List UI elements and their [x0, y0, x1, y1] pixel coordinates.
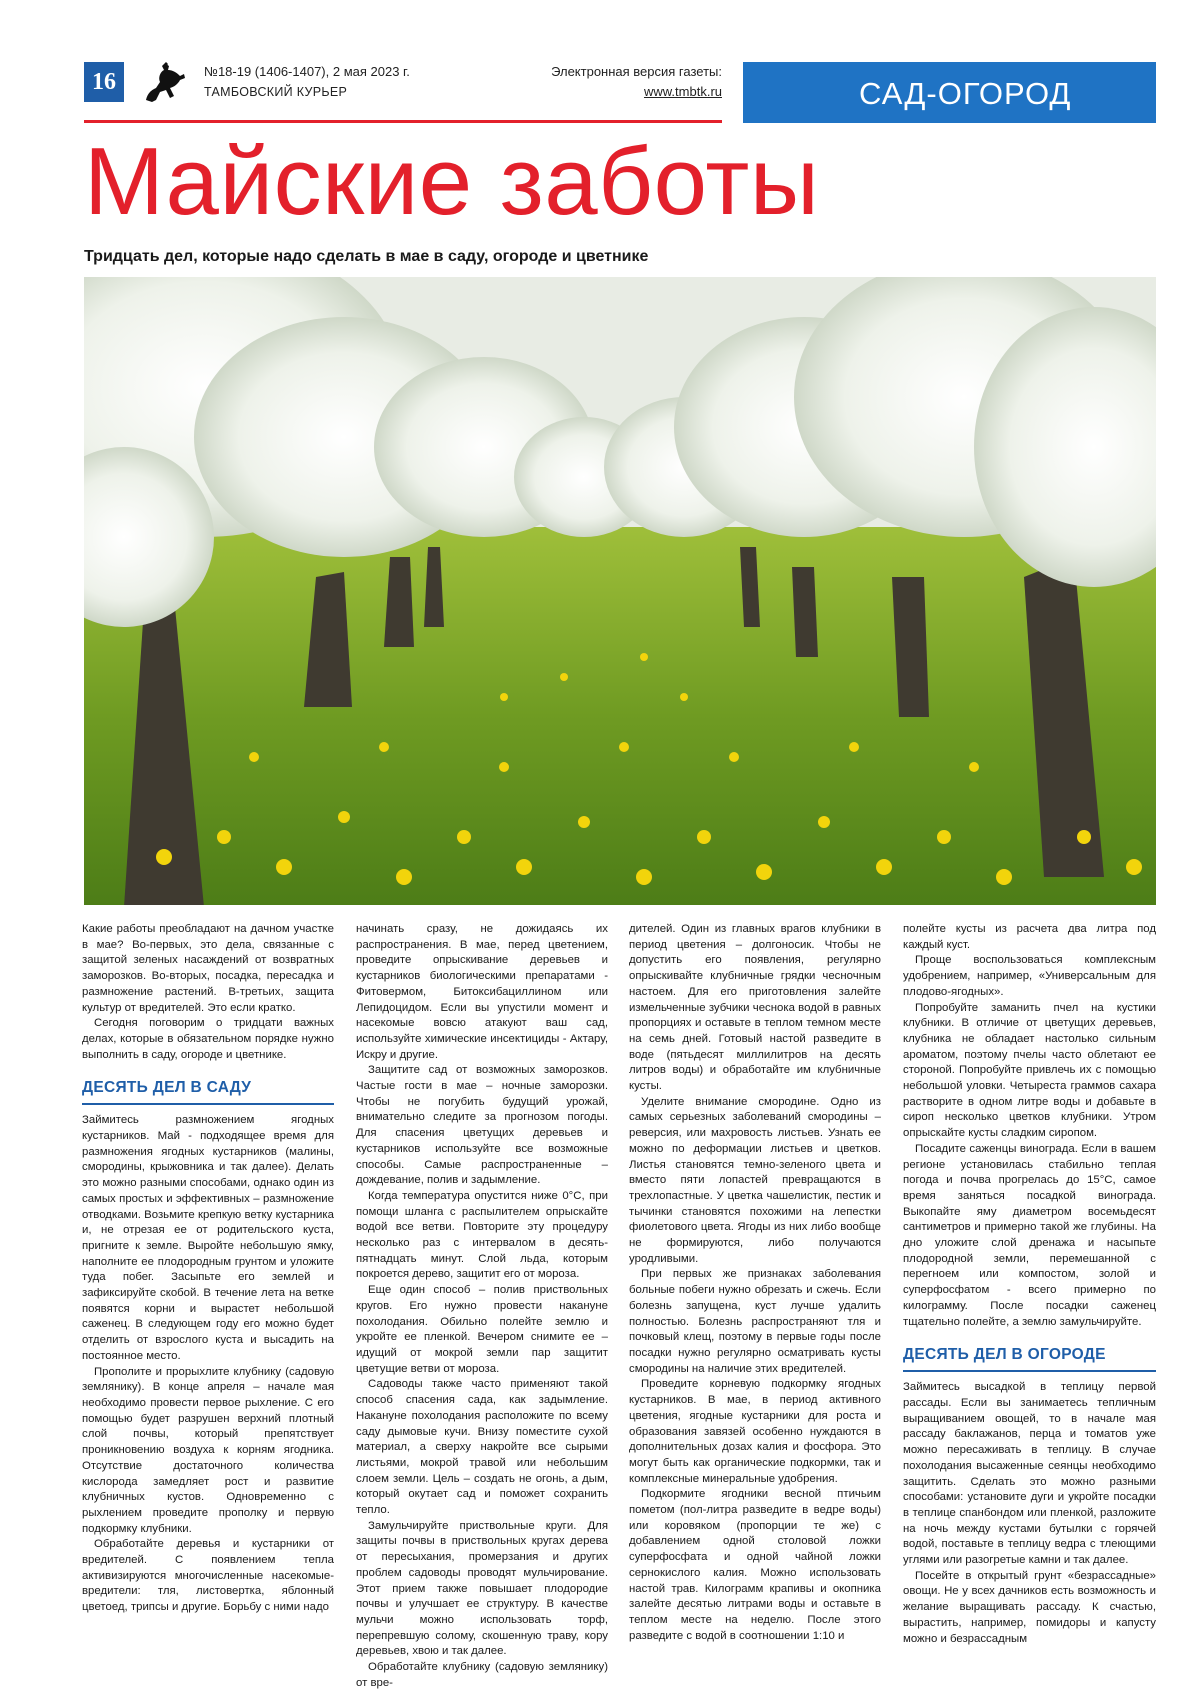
page-number: 16 — [84, 62, 124, 102]
paragraph: Уделите внимание смородине. Одно из самых серьезных заболеваний смородины – реверсия, или махровость листьев. Узнать ее можно по деформации листьев и цветков. Листья становятся темно-зеленого цвета и вместо пяти лопастей превращаются в трехлопастные. У цветка чашелистик, пестик и тычинки становятся похожими на лепестки фиолетового цвета. Ягоды из них либо вообще не формируются, либо получаются уродливыми. — [629, 1095, 881, 1265]
electronic-version-label: Электронная версия газеты: — [551, 64, 722, 79]
orchard-photo — [84, 277, 1156, 905]
paragraph: Садоводы также часто применяют такой способ спасения сада, как задымление. Накануне похолодания расположите по всему саду дымовые кучи. Внизу поместите сухой материал, а сверху накройте все сырыми листьями, мокрой травой или небольшим слоем земли. Цель – создать не огонь, а дым, который окутает сад и поможет сохранить тепло. — [356, 1378, 608, 1517]
horse-rider-logo-icon — [140, 60, 188, 106]
paragraph: Займитесь размножением ягодных кустарников. Май - подходящее время для размножения ягодных кустарников (малины, смородины, крыжовника и так далее). Делать это можно разными способами, однако один из самых простых и эффективных – размножение отводками. Возьмите крепкую ветку кустарника и, не отрезая ее от родительского куста, пригните к земле. Выройте небольшую ямку, наполните ее плодородным грунтом и уложите туда побег. Засыпьте его землей и зафиксируйте скобой. В течение лета на ветке появятся корни и вырастет небольшой саженец. В следующем году его можно будет отделить от взрослого куста и высадить на постоянное место. — [82, 1114, 334, 1362]
paragraph: Подкормите ягодники весной птичьим пометом (пол-литра разведите в ведре воды) или коровяком (пропорции те же) с добавлением одной столовой ложки суперфосфата и одной чайной ложки сернокислого калия. Можно использовать настой трав. Килограмм крапивы и окопника залейте десятью литрами воды и оставьте в теплом месте на неделю. После этого разведите с водой в соотношении 1:10 и — [629, 1488, 881, 1642]
electronic-version — [551, 62, 722, 102]
paragraph: Обработайте деревья и кустарники от вредителей. С появлением тепла активизируются многочисленные насекомые-вредители: тля, листовертка, яблонный цветоед, трипсы и другие. Борьбу с ними надо — [82, 1538, 334, 1614]
paragraph: начинать сразу, не дожидаясь их распространения. В мае, перед цветением, проведите опрыскивание деревьев и кустарников биологическими препаратами - Фитовермом, Битоксибациллином или Лепидоцидом. Если вы упустили момент и насекомые вовсю атакуют ваш сад, используйте химические инсектициды - Актару, Искру и другие. — [356, 923, 608, 1061]
issue-info — [204, 62, 410, 102]
section-label — [743, 62, 1156, 123]
issue-number-date: №18-19 (1406-1407), 2 мая 2023 г. — [204, 64, 410, 79]
article-subtitle: Тридцать дел, которые надо сделать в мае в саду, огороде и цветнике — [84, 248, 649, 265]
paragraph: Когда температура опустится ниже 0°C, при помощи шланга с распылителем опрыскайте водой все ветви. Повторите эту процедуру несколько раз с интервалом в десять-пятнадцать минут. Слой льда, которым покроется дерево, защитит его от мороза. — [356, 1189, 608, 1281]
paragraph: дителей. Один из главных врагов клубники в период цветения – долгоносик. Чтобы не допустить его появления, регулярно опрыскивайте клубничные грядки чесночным настоем. Для его приготовления залейте измельченные зубчики чеснока водой в равных пропорциях и оставьте в теплом темном месте на семь дней. Готовый настой разведите в воде (пятьдесят миллилитров на десять литров воды) и обработайте им клубничные кусты. — [629, 923, 881, 1093]
section-heading-garden: ДЕСЯТЬ ДЕЛ В САДУ — [82, 1077, 334, 1105]
article-column-1 — [82, 922, 334, 1616]
article-column-2 — [356, 922, 608, 1691]
paragraph: Займитесь высадкой в теплицу первой рассады. Если вы занимаетесь тепличным выращиванием овощей, то в начале мая рассаду баклажанов, перца и томатов уже можно пересаживать в теплицу. В случае похолодания высаженные сеянцы необходимо защитить. Сделать это можно разными способами: установите дуги и укройте посадки в теплице спанбондом или пленкой, разложите на ночь между кустами бутылки с горячей водой, поставьте в теплицу ведра с тлеющими углями или разогретые камни и так далее. — [903, 1381, 1156, 1567]
paragraph: При первых же признаках заболевания больные побеги нужно обрезать и сжечь. Если болезнь запущена, куст лучше удалить полностью. Болезнь распространяют тля и почковый клещ, поэтому в первые годы после посадки нужно регулярно осматривать кусты смородины на наличие этих вредителей. — [629, 1268, 881, 1375]
paragraph: Проще воспользоваться комплексным удобрением, например, «Универсальным для плодово-ягодных». — [903, 954, 1156, 998]
paper-name: ТАМБОВСКИЙ КУРЬЕР — [204, 85, 348, 99]
article-title: Майские заботы — [84, 128, 820, 235]
paragraph: полейте кусты из расчета два литра под каждый куст. — [903, 923, 1156, 951]
paragraph: Обработайте клубнику (садовую землянику) от вре- — [356, 1661, 608, 1689]
paragraph: Посадите саженцы винограда. Если в вашем регионе установилась стабильно теплая погода и почва прогрелась до 15°C, самое время заняться посадкой винограда. Выкопайте яму диаметром восемьдесят сантиметров и примерно такой же глубины. На дно уложите слой дренажа и насыпьте плодородной земли, перемешанной с перегноем или компостом, золой и суперфосфатом - всего примерно по килограмму. После посадки саженец тщательно полейте, а землю замульчируйте. — [903, 1142, 1156, 1328]
section-label-text: САД-ОГОРОД — [859, 76, 1072, 111]
paragraph: Какие работы преобладают на дачном участке в мае? Во-первых, это дела, связанные с защитой зеленых насаждений от возвратных заморозков. Во-вторых, посадка, пересадка и размножение растений. В-третьих, защита культур от вредителей. Это если кратко. — [82, 923, 334, 1014]
section-heading-vegetable-garden: ДЕСЯТЬ ДЕЛ В ОГОРОДЕ — [903, 1344, 1156, 1372]
paragraph: Попробуйте заманить пчел на кустики клубники. В отличие от цветущих деревьев, клубника не обладает настолько сильным ароматом, поэтому пчелы часто облетают ее стороной. Попробуйте привлечь их с помощью небольшой уловки. Четыреста граммов сахара растворите в одном литре воды и добавьте в сироп несколько цветков клубники. Утром опрыскайте кусты сладким сиропом. — [903, 1001, 1156, 1140]
article-column-3 — [629, 922, 881, 1644]
paragraph: Замульчируйте приствольные круги. Для защиты почвы в приствольных кругах дерева от пересыхания, промерзания и других проблем садоводы проводят мульчирование. Этот прием также повышает плодородие почвы и улучшает ее структуру. В качестве мульчи можно использовать торф, перепревшую солому, скошенную траву, кору деревьев, хвою и так далее. — [356, 1519, 608, 1658]
paragraph: Посейте в открытый грунт «безрассадные» овощи. Не у всех дачников есть возможность и желание выращивать рассаду. К счастью, вырастить, например, помидоры и капусту можно и безрассадным — [903, 1569, 1156, 1645]
paragraph: Сегодня поговорим о тридцати важных делах, которые в обязательном порядке нужно выполнить в саду, огороде и цветнике. — [82, 1017, 334, 1061]
article-column-4 — [903, 922, 1156, 1647]
paragraph: Защитите сад от возможных заморозков. Частые гости в мае – ночные заморозки. Чтобы не погубить будущий урожай, внимательно следите за прогнозом погоды. Для спасения цветущих деревьев и кустарников используйте все возможные способы. Самые распространенные – дождевание, полив и задымление. — [356, 1064, 608, 1187]
paragraph: Проведите корневую подкормку ягодных кустарников. В мае, в период активного цветения, ягодные кустарники для роста и образования завязей особенно нуждаются в дополнительных дозах калия и фосфора. Это могут быть как органические подкормки, так и комплексные минеральные удобрения. — [629, 1378, 881, 1485]
site-link[interactable]: www.tmbtk.ru — [643, 84, 722, 99]
paragraph: Прополите и прорыхлите клубнику (садовую землянику). В конце апреля – начале мая необходимо провести первое рыхление. С его помощью будет разрушен верхний плотный слой почвы, который препятствует проникновению воздуха к корням ягодника. Отсутствие достаточного количества кислорода замедляет рост и развитие клубничных кустов. Одновременно с рыхлением проведите прополку и первую подкормку клубники. — [82, 1365, 334, 1535]
paragraph: Еще один способ – полив приствольных кругов. Его нужно провести накануне похолодания. Обильно полейте землю и укройте ее пленкой. Вечером снимите ее – идущий от мокрой земли пар защитит цветущие ветви от мороза. — [356, 1284, 608, 1375]
